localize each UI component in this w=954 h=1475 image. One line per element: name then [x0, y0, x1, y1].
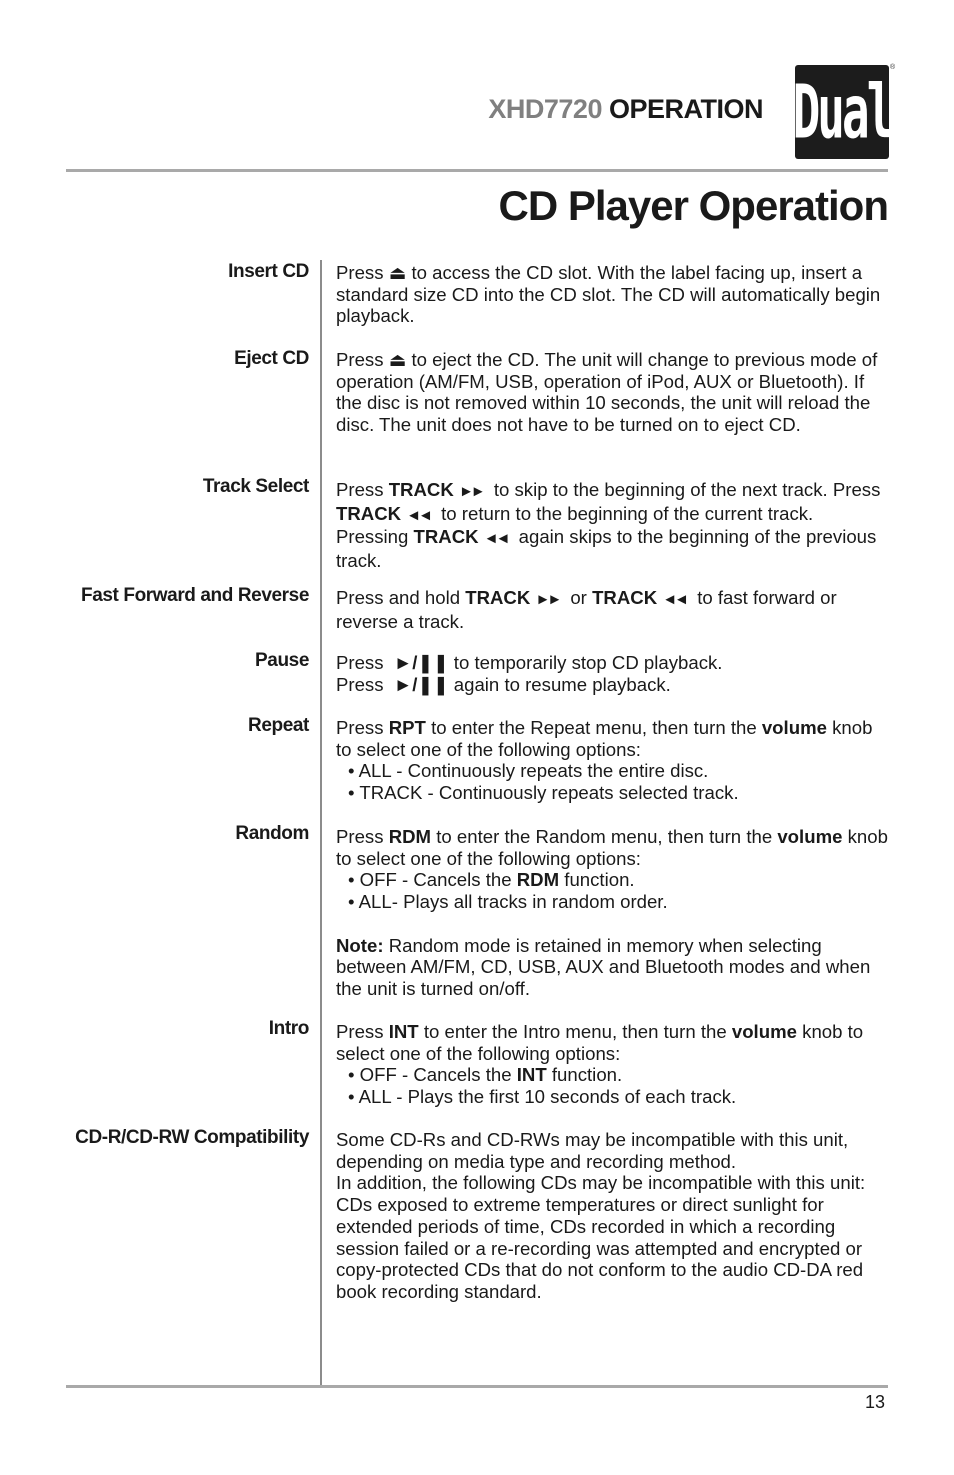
- text: to enter the Random menu, then turn the: [436, 826, 773, 847]
- text: to access the CD slot. With the label facing up, insert a standard size CD into the CD slot. The CD will automatically begin playback.: [336, 262, 881, 327]
- section-body-eject-cd: [336, 349, 888, 436]
- section-label-pause: Pause: [255, 650, 309, 671]
- track-button-label: TRACK: [388, 479, 454, 500]
- list-item: • ALL - Continuously repeats the entire disc.: [348, 760, 709, 782]
- list-item: • TRACK - Continuously repeats selected track.: [348, 782, 739, 804]
- section-body-track-select: [336, 479, 888, 572]
- section-body-intro: [336, 1021, 888, 1108]
- registered-mark: ®: [890, 64, 896, 71]
- bottom-divider: [66, 1385, 888, 1388]
- text: or: [570, 587, 587, 608]
- operation-label: OPERATION: [608, 94, 763, 124]
- paragraph: In addition, the following CDs may be incompatible with this unit: CDs exposed to extreme temperatures or direct sunlight for extended periods of time, CDs recorded in which a recording session failed or a re-recording was attempted and encrypted or copy-protected CDs that do not conform to the audio CD-DA red book recording standard.: [336, 1172, 866, 1302]
- text: to return to the beginning of the current track. Pressing: [336, 502, 814, 548]
- text: to temporarily stop CD playback.: [453, 652, 723, 673]
- track-button-label: TRACK: [592, 587, 658, 608]
- page-title: CD Player Operation: [498, 182, 888, 229]
- section-label-random: Random: [235, 823, 309, 844]
- volume-knob-label: volume: [731, 1021, 797, 1042]
- rewind-icon: ◄◄: [662, 591, 687, 608]
- text: • OFF - Cancels the: [348, 1064, 512, 1086]
- text: to enter the Repeat menu, then turn the: [431, 717, 757, 738]
- text: Press: [336, 673, 384, 695]
- section-body-compatibility: [336, 1129, 888, 1303]
- rewind-icon: ◄◄: [406, 506, 430, 524]
- model-number: XHD7720: [488, 94, 602, 124]
- rdm-button-label: RDM: [516, 869, 560, 891]
- section-label-insert-cd: Insert CD: [228, 261, 309, 282]
- text: Press: [336, 717, 384, 738]
- section-label-repeat: Repeat: [248, 715, 309, 736]
- rdm-button-label: RDM: [388, 826, 432, 847]
- text: to skip to the beginning of the next track. Press: [493, 479, 881, 500]
- section-body-pause: [336, 652, 888, 695]
- section-body-repeat: [336, 717, 888, 804]
- eject-icon: ⏏: [388, 349, 407, 370]
- text: knob to select one of the following options:: [336, 826, 888, 869]
- play-pause-icon: ►/❚❚: [393, 673, 449, 695]
- volume-knob-label: volume: [761, 717, 827, 738]
- text: Press: [336, 262, 384, 283]
- logo-text: Dual: [792, 68, 892, 156]
- text: to eject the CD. The unit will change to previous mode of operation (AM/FM, USB, operation of iPod, AUX or Bluetooth). If the disc is not removed within 10 seconds, the unit will reload the disc. The unit does not have to be turned on to eject CD.: [336, 349, 878, 436]
- list-item: • ALL - Plays the first 10 seconds of each track.: [348, 1086, 737, 1108]
- rewind-icon: ◄◄: [483, 530, 508, 548]
- section-label-eject-cd: Eject CD: [234, 348, 309, 369]
- text: Press: [336, 652, 384, 673]
- text: Press: [336, 826, 384, 847]
- list-item: • ALL- Plays all tracks in random order.: [348, 891, 668, 913]
- volume-knob-label: volume: [777, 826, 843, 847]
- section-body-random: [336, 826, 888, 1000]
- list-item: [336, 869, 888, 891]
- track-button-label: TRACK: [413, 526, 479, 548]
- page-number: 13: [864, 1392, 885, 1412]
- track-button-label: TRACK: [336, 502, 402, 524]
- text: again to resume playback.: [453, 673, 671, 695]
- fast-forward-icon: ►►: [458, 483, 483, 500]
- text: function.: [551, 1064, 623, 1086]
- track-button-label: TRACK: [465, 587, 531, 608]
- header-title: [488, 94, 763, 125]
- list-item: [336, 1064, 888, 1086]
- play-pause-icon: ►/❚❚: [393, 652, 449, 673]
- text: knob to select one of the following options:: [336, 1021, 864, 1064]
- text: function.: [564, 869, 635, 891]
- text: again skips to the beginning of the previous track.: [336, 526, 877, 572]
- rpt-button-label: RPT: [388, 717, 426, 738]
- eject-icon: ⏏: [388, 262, 407, 283]
- section-label-intro: Intro: [268, 1018, 309, 1039]
- text: knob to select one of the following options:: [336, 717, 873, 760]
- top-divider: [66, 169, 888, 172]
- int-button-label: INT: [516, 1064, 547, 1086]
- note: [336, 935, 888, 1000]
- section-body-insert-cd: [336, 262, 888, 327]
- text: Press and hold: [336, 587, 461, 608]
- section-label-track-select: Track Select: [202, 476, 309, 497]
- int-button-label: INT: [388, 1021, 419, 1042]
- column-divider: [320, 260, 322, 1386]
- text: to enter the Intro menu, then turn the: [423, 1021, 727, 1042]
- text: Random mode is retained in memory when selecting between AM/FM, CD, USB, AUX and Bluetooth modes and when the unit is turned on/off.: [336, 934, 871, 999]
- text: Press: [336, 479, 384, 500]
- dual-logo: [792, 65, 892, 159]
- text: • OFF - Cancels the: [348, 869, 512, 891]
- section-label-ff-rev: Fast Forward and Reverse: [81, 585, 309, 606]
- note-label: Note:: [336, 934, 384, 956]
- section-label-compatibility: CD-R/CD-RW Compatibility: [75, 1127, 309, 1148]
- text: Press: [336, 349, 384, 370]
- fast-forward-icon: ►►: [535, 591, 560, 608]
- text: Press: [336, 1021, 384, 1042]
- paragraph: Some CD-Rs and CD-RWs may be incompatible with this unit, depending on media type and recording method.: [336, 1129, 849, 1172]
- text: to fast forward or reverse a track.: [336, 587, 837, 632]
- section-body-ff-rev: [336, 587, 888, 632]
